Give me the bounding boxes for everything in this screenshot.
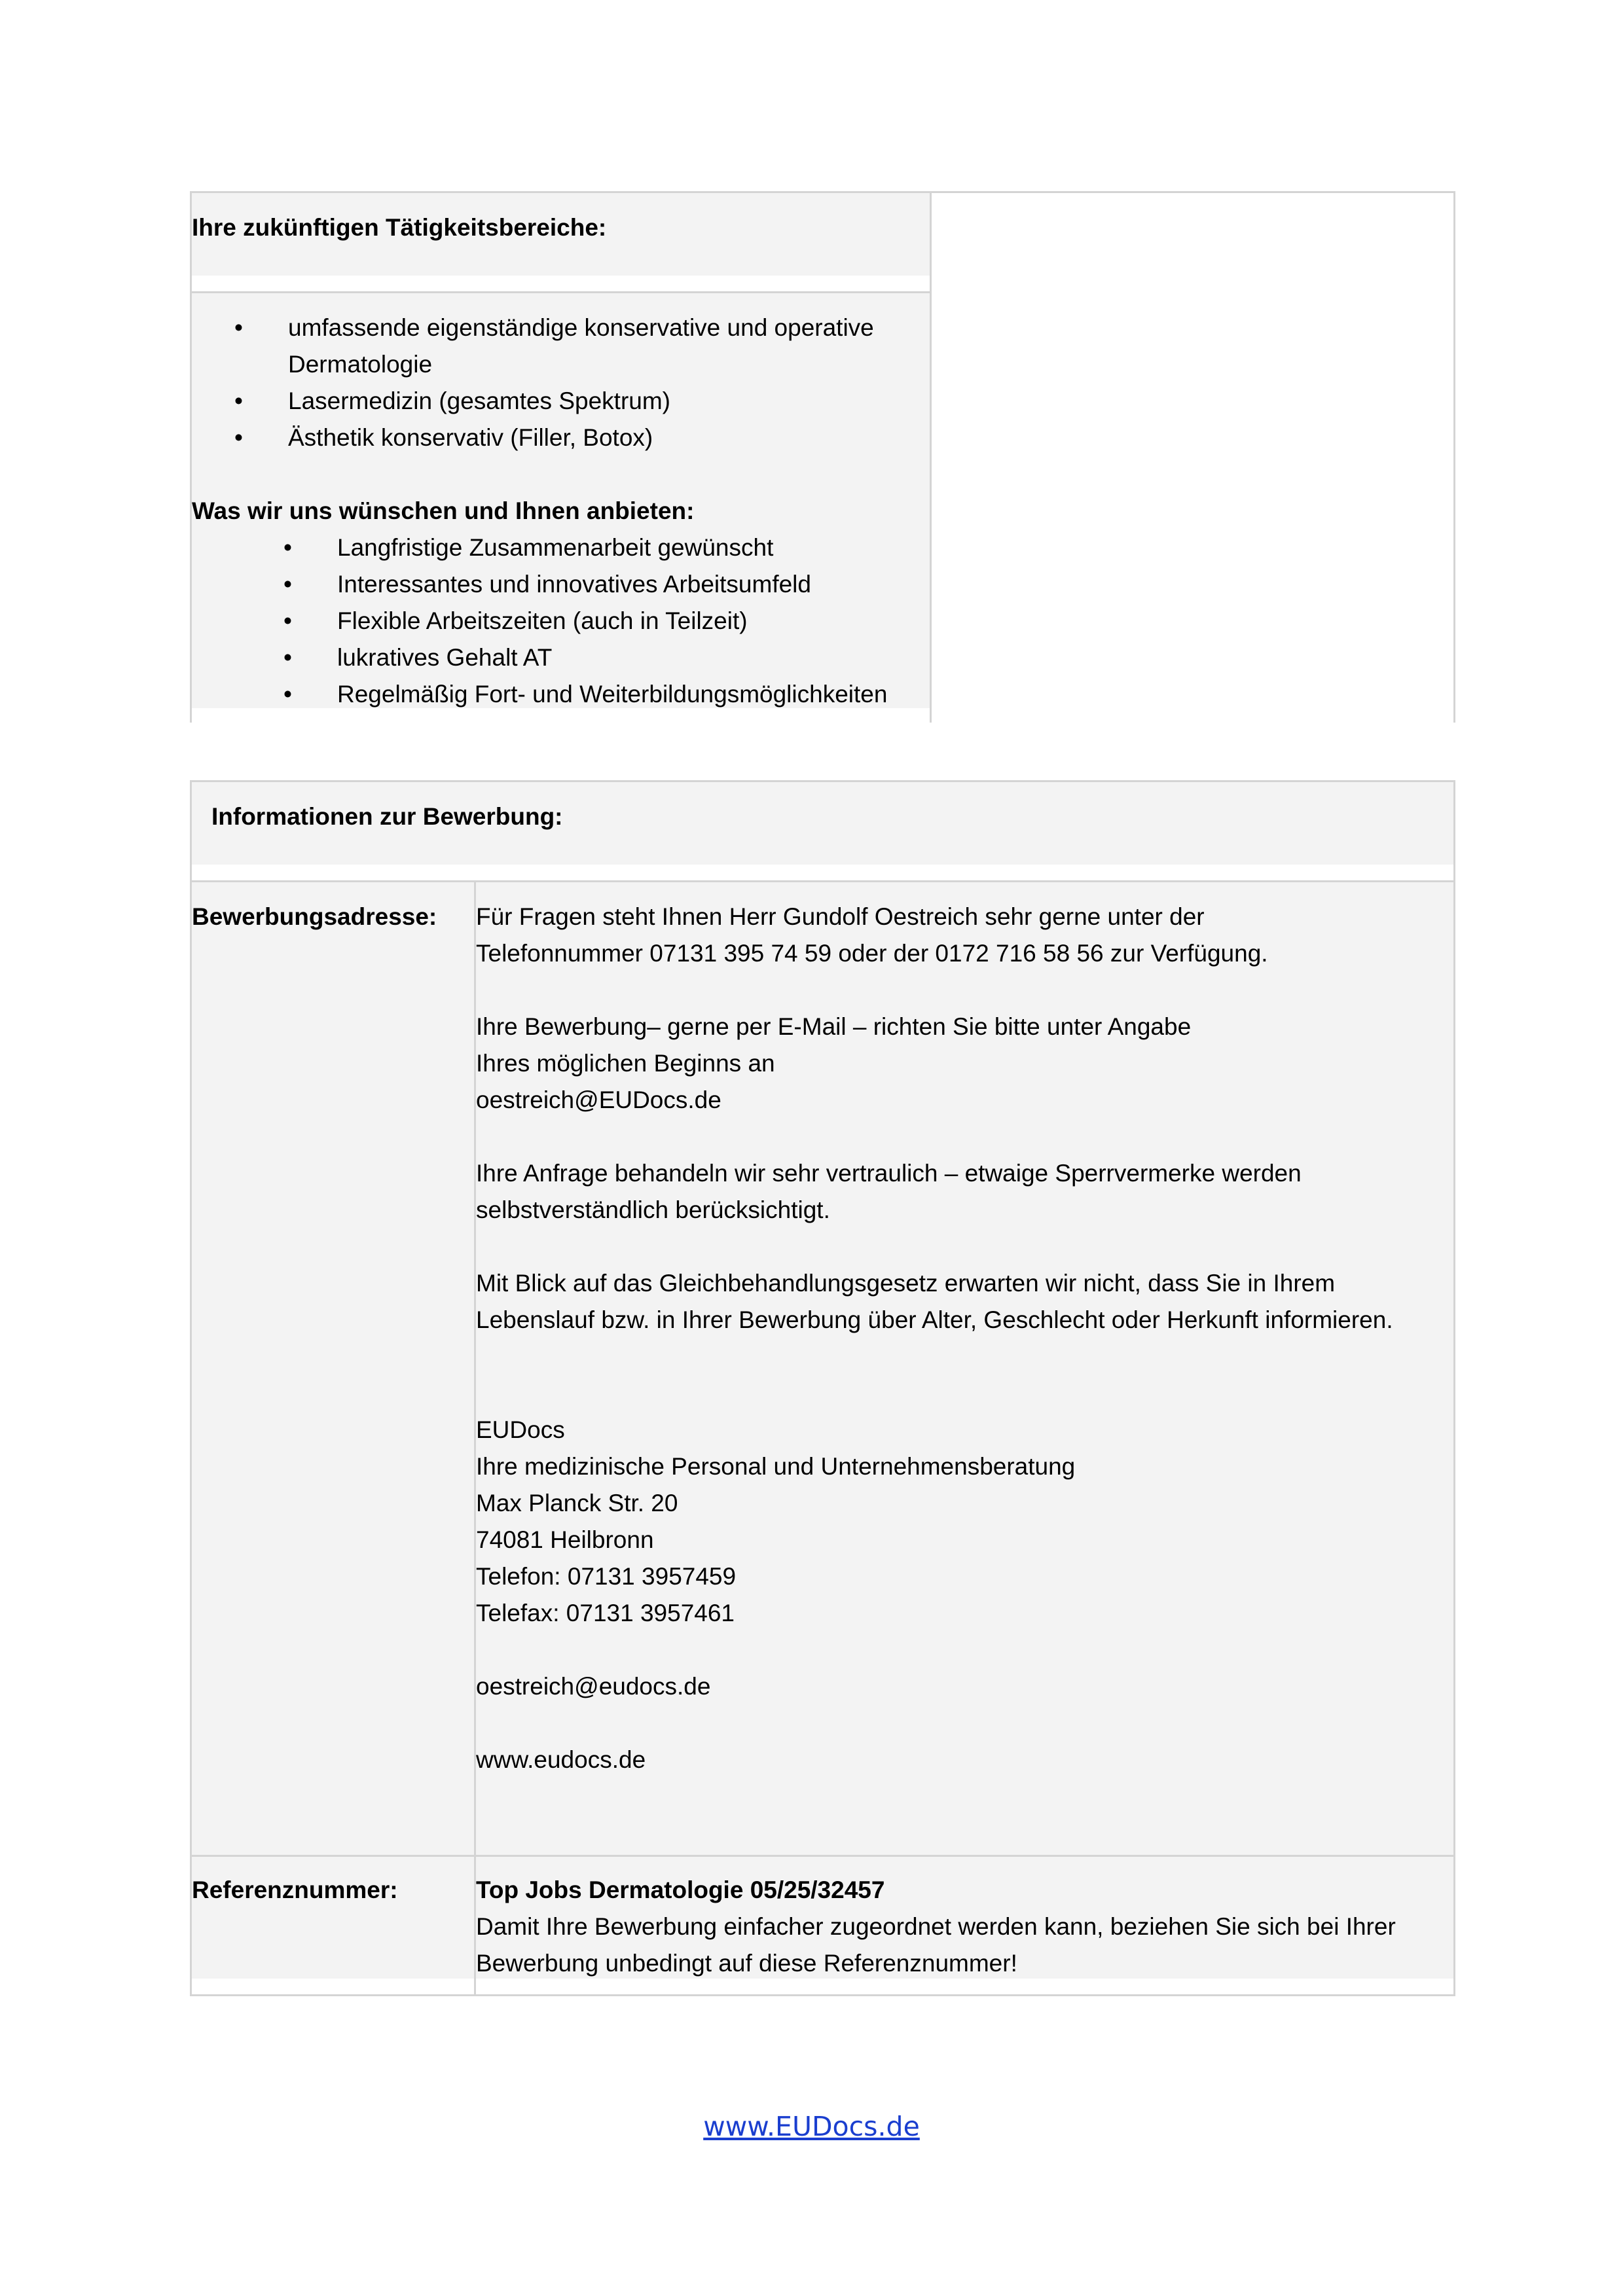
footer xyxy=(0,2111,1623,2142)
address-label-cell xyxy=(192,882,474,1856)
footer-website-link[interactable]: www.EUDocs.de xyxy=(703,2111,920,2142)
company-fax: Telefax: 07131 3957461 xyxy=(476,1600,735,1626)
table-border-bottom xyxy=(190,1994,1455,1996)
bullet-icon: • xyxy=(283,644,292,671)
address-line: Telefonnummer 07131 395 74 59 oder der 0172 716 58 56 zur Verfügung. xyxy=(476,940,1268,967)
application-heading: Informationen zur Bewerbung: xyxy=(211,803,563,830)
reference-line: Bewerbung unbedingt auf diese Referenznummer! xyxy=(476,1950,1017,1977)
list-item-line: Flexible Arbeitszeiten (auch in Teilzeit) xyxy=(337,607,748,634)
list-item-line: lukratives Gehalt AT xyxy=(337,644,553,671)
table-border-right xyxy=(1453,780,1455,1996)
bullet-icon: • xyxy=(283,681,292,708)
list-item-line: Interessantes und innovatives Arbeitsumfeld xyxy=(337,571,811,598)
list-item xyxy=(192,383,925,420)
reference-title: Top Jobs Dermatologie 05/25/32457 xyxy=(476,1876,885,1903)
bullet-icon: • xyxy=(283,534,292,561)
address-line: selbstverständlich berücksichtigt. xyxy=(476,1196,830,1223)
bullet-icon: • xyxy=(283,571,292,598)
address-line: Ihre Bewerbung– gerne per E-Mail – richten Sie bitte unter Angabe xyxy=(476,1013,1192,1040)
list-item-line: Dermatologie xyxy=(288,351,433,378)
list-item-line: umfassende eigenständige konservative und operative xyxy=(288,314,874,341)
list-item xyxy=(192,420,925,456)
bullet-icon: • xyxy=(234,424,243,451)
address-line: Für Fragen steht Ihnen Herr Gundolf Oestreich sehr gerne unter der xyxy=(476,903,1205,930)
address-text xyxy=(476,899,1445,1778)
list-item xyxy=(192,639,925,676)
list-item-line: Lasermedizin (gesamtes Spektrum) xyxy=(288,387,670,414)
bullet-icon: • xyxy=(234,314,243,341)
list-item xyxy=(192,566,925,603)
reference-text xyxy=(476,1872,1445,1982)
company-city: 74081 Heilbronn xyxy=(476,1526,654,1553)
list-item-line: Langfristige Zusammenarbeit gewünscht xyxy=(337,534,774,561)
application-table xyxy=(190,780,1455,1996)
website-link[interactable]: www.eudocs.de xyxy=(476,1746,646,1773)
bullet-icon: • xyxy=(283,607,292,634)
activities-list xyxy=(192,310,925,713)
activities-heading: Ihre zukünftigen Tätigkeitsbereiche: xyxy=(192,214,607,241)
list-item xyxy=(192,603,925,639)
list-item xyxy=(192,310,925,383)
offer-heading: Was wir uns wünschen und Ihnen anbieten: xyxy=(192,497,695,524)
company-street: Max Planck Str. 20 xyxy=(476,1490,678,1516)
email-link[interactable]: oestreich@EUDocs.de xyxy=(476,1086,721,1113)
address-line: Ihre Anfrage behandeln wir sehr vertraulich – etwaige Sperrvermerke werden xyxy=(476,1160,1302,1187)
company-name: EUDocs xyxy=(476,1416,565,1443)
address-line: Mit Blick auf das Gleichbehandlungsgesetz erwarten wir nicht, dass Sie in Ihrem xyxy=(476,1270,1336,1297)
list-item xyxy=(192,529,925,566)
address-line: Lebenslauf bzw. in Ihrer Bewerbung über Alter, Geschlecht oder Herkunft informieren. xyxy=(476,1306,1393,1333)
company-phone: Telefon: 07131 3957459 xyxy=(476,1563,737,1590)
list-item-line: Ästhetik konservativ (Filler, Botox) xyxy=(288,424,653,451)
activities-table xyxy=(190,191,1455,723)
table-border-right xyxy=(1453,191,1455,723)
address-line: Ihres möglichen Beginns an xyxy=(476,1050,775,1077)
address-label: Bewerbungsadresse: xyxy=(192,903,437,930)
list-item xyxy=(192,676,925,713)
reference-line: Damit Ihre Bewerbung einfacher zugeordnet werden kann, beziehen Sie sich bei Ihrer xyxy=(476,1913,1396,1940)
bullet-icon: • xyxy=(234,387,243,414)
table-border-mid xyxy=(930,191,932,723)
email-link[interactable]: oestreich@eudocs.de xyxy=(476,1673,711,1700)
list-item-line: Regelmäßig Fort- und Weiterbildungsmöglichkeiten xyxy=(337,681,888,708)
reference-label: Referenznummer: xyxy=(192,1876,398,1903)
company-tagline: Ihre medizinische Personal und Unternehmensberatung xyxy=(476,1453,1076,1480)
